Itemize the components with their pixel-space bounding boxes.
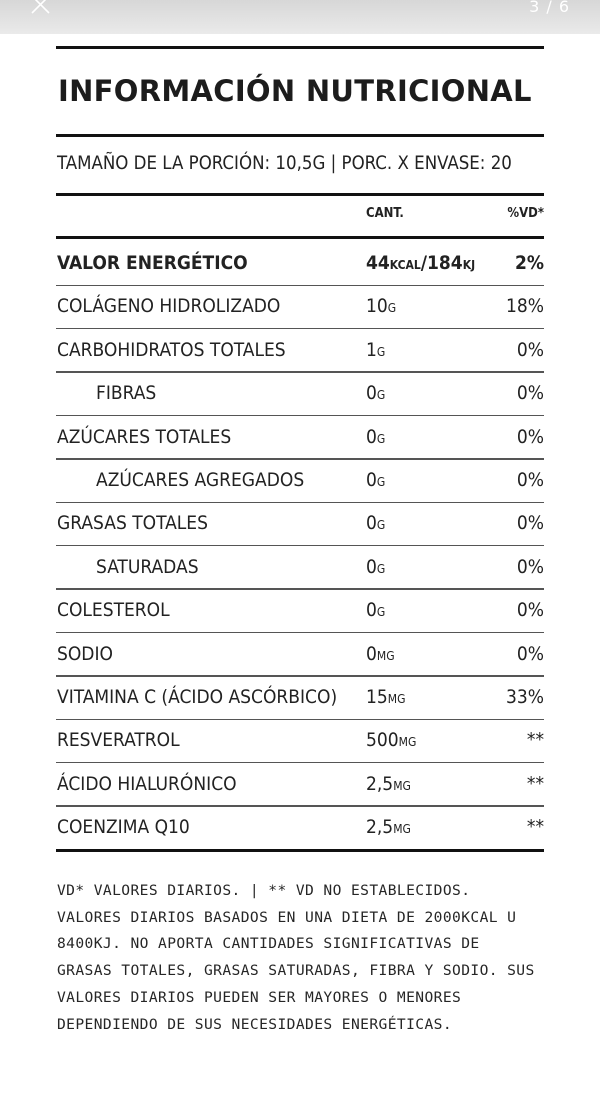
header-rule: [56, 236, 544, 239]
viewer-top-bar: [0, 0, 600, 34]
footnote-line: DEPENDIENDO DE SUS NECESIDADES ENERGÉTICAS.: [57, 1015, 453, 1033]
table-row: [56, 634, 544, 677]
nutrient-daily-value: 33%: [506, 686, 544, 708]
footnote-line: VD* VALORES DIARIOS. | ** VD NO ESTABLECIDOS.: [57, 882, 471, 899]
amount-value: 0: [366, 555, 377, 578]
label-title: INFORMACIÓN NUTRICIONAL: [58, 74, 532, 108]
footnote: [57, 878, 547, 1038]
amount-value: 44: [366, 252, 390, 274]
amount-value: 0: [366, 512, 377, 535]
serving-rule: [56, 193, 544, 196]
amount-unit: KCAL: [389, 258, 421, 272]
amount-value: 0: [366, 425, 377, 448]
nutrient-amount: [366, 426, 385, 448]
nutrient-name: SATURADAS: [96, 555, 199, 578]
table-row: [56, 547, 544, 590]
amount-unit: MG: [387, 692, 406, 706]
table-row: [56, 330, 544, 373]
nutrient-amount: [366, 643, 395, 665]
amount-unit: MG: [393, 778, 411, 793]
amount-unit-secondary: KJ: [462, 258, 476, 272]
close-button[interactable]: [26, 0, 56, 18]
nutrient-amount: [366, 686, 405, 708]
table-row: [56, 243, 544, 286]
nutrient-name: SODIO: [57, 642, 113, 665]
amount-value: 10: [366, 295, 388, 318]
footnote-line: 8400KJ. NO APORTA CANTIDADES SIGNIFICATIVAS DE: [57, 935, 480, 953]
nutrient-name: COENZIMA Q10: [57, 816, 190, 839]
nutrient-amount: [366, 599, 385, 621]
amount-value: 1: [366, 338, 377, 361]
amount-unit: G: [387, 301, 397, 316]
nutrient-amount: [366, 339, 385, 361]
column-header-amount: CANT.: [366, 206, 404, 221]
nutrient-name: CARBOHIDRATOS TOTALES: [57, 338, 286, 361]
nutrient-name: VITAMINA C (ÁCIDO ASCÓRBICO): [57, 686, 338, 708]
nutrient-name: FIBRAS: [96, 382, 157, 405]
footnote-line: GRASAS TOTALES, GRASAS SATURADAS, FIBRA Y SODIO. SUS: [57, 962, 535, 980]
amount-value: 2,5: [366, 816, 394, 839]
nutrient-daily-value: **: [526, 816, 544, 839]
nutrient-amount: [366, 382, 385, 404]
nutrient-daily-value: 0%: [516, 382, 544, 405]
nutrient-amount: [366, 512, 385, 534]
nutrient-daily-value: **: [526, 772, 544, 795]
nutrient-amount: [366, 729, 416, 751]
column-header-daily-value: %VD*: [507, 206, 544, 221]
nutrient-daily-value: 0%: [516, 642, 544, 665]
nutrient-name: AZÚCARES AGREGADOS: [96, 469, 305, 491]
nutrient-amount: [366, 556, 385, 578]
amount-unit: MG: [376, 648, 395, 663]
nutrient-daily-value: 0%: [516, 599, 544, 622]
amount-unit: G: [376, 518, 386, 533]
table-row: [56, 417, 544, 460]
table-row: [56, 286, 544, 329]
nutrient-daily-value: 0%: [516, 338, 544, 361]
nutrient-daily-value: 0%: [516, 512, 544, 535]
table-row: [56, 720, 544, 763]
nutrient-amount: [366, 469, 385, 491]
nutrient-amount: [366, 252, 475, 274]
nutrient-name: COLÁGENO HIDROLIZADO: [57, 295, 281, 318]
nutrient-name: RESVERATROL: [57, 729, 180, 752]
nutrient-daily-value: 18%: [506, 295, 544, 318]
footnote-line: VALORES DIARIOS PUEDEN SER MAYORES O MENORES: [57, 988, 462, 1006]
amount-unit: MG: [393, 822, 411, 837]
table-row: [56, 590, 544, 633]
bottom-rule: [56, 849, 544, 852]
amount-value: 0: [366, 469, 377, 491]
amount-unit: MG: [398, 735, 417, 750]
nutrient-name: ÁCIDO HIALURÓNICO: [57, 772, 237, 795]
nutrient-daily-value: **: [526, 729, 544, 752]
amount-unit: G: [376, 431, 386, 446]
table-row: [56, 460, 544, 503]
serving-size: TAMAÑO DE LA PORCIÓN: 10,5G | PORC. X ENVASE: 20: [57, 153, 512, 174]
amount-value: 0: [366, 642, 377, 665]
amount-unit: G: [376, 561, 386, 576]
amount-value: 500: [366, 729, 399, 752]
table-row: [56, 503, 544, 546]
nutrient-name: VALOR ENERGÉTICO: [57, 252, 248, 274]
table-row: [56, 373, 544, 416]
nutrient-amount: [366, 816, 411, 838]
amount-unit: G: [376, 475, 386, 489]
nutrient-amount: [366, 773, 411, 795]
amount-value-secondary: /184: [420, 252, 463, 274]
close-icon: [26, 0, 56, 18]
amount-unit: G: [376, 388, 386, 403]
nutrient-daily-value: 0%: [516, 425, 544, 448]
top-rule: [56, 46, 544, 49]
amount-value: 15: [366, 686, 388, 708]
table-row: [56, 807, 544, 850]
nutrient-name: AZÚCARES TOTALES: [57, 425, 232, 448]
amount-value: 0: [366, 599, 377, 622]
footnote-line: VALORES DIARIOS BASADOS EN UNA DIETA DE 2000KCAL U: [57, 908, 517, 926]
amount-value: 0: [366, 382, 377, 405]
amount-value: 2,5: [366, 772, 394, 795]
page-indicator: 3 / 6: [529, 0, 570, 16]
nutrient-daily-value: 0%: [516, 555, 544, 578]
amount-unit: G: [376, 344, 386, 359]
nutrient-name: GRASAS TOTALES: [57, 512, 208, 535]
title-rule: [56, 134, 544, 137]
table-row: [56, 677, 544, 720]
nutrient-daily-value: 0%: [516, 469, 544, 491]
nutrient-amount: [366, 295, 396, 317]
amount-unit: G: [376, 605, 386, 620]
nutrient-daily-value: 2%: [514, 252, 544, 274]
table-row: [56, 764, 544, 807]
nutrient-name: COLESTEROL: [57, 599, 170, 622]
